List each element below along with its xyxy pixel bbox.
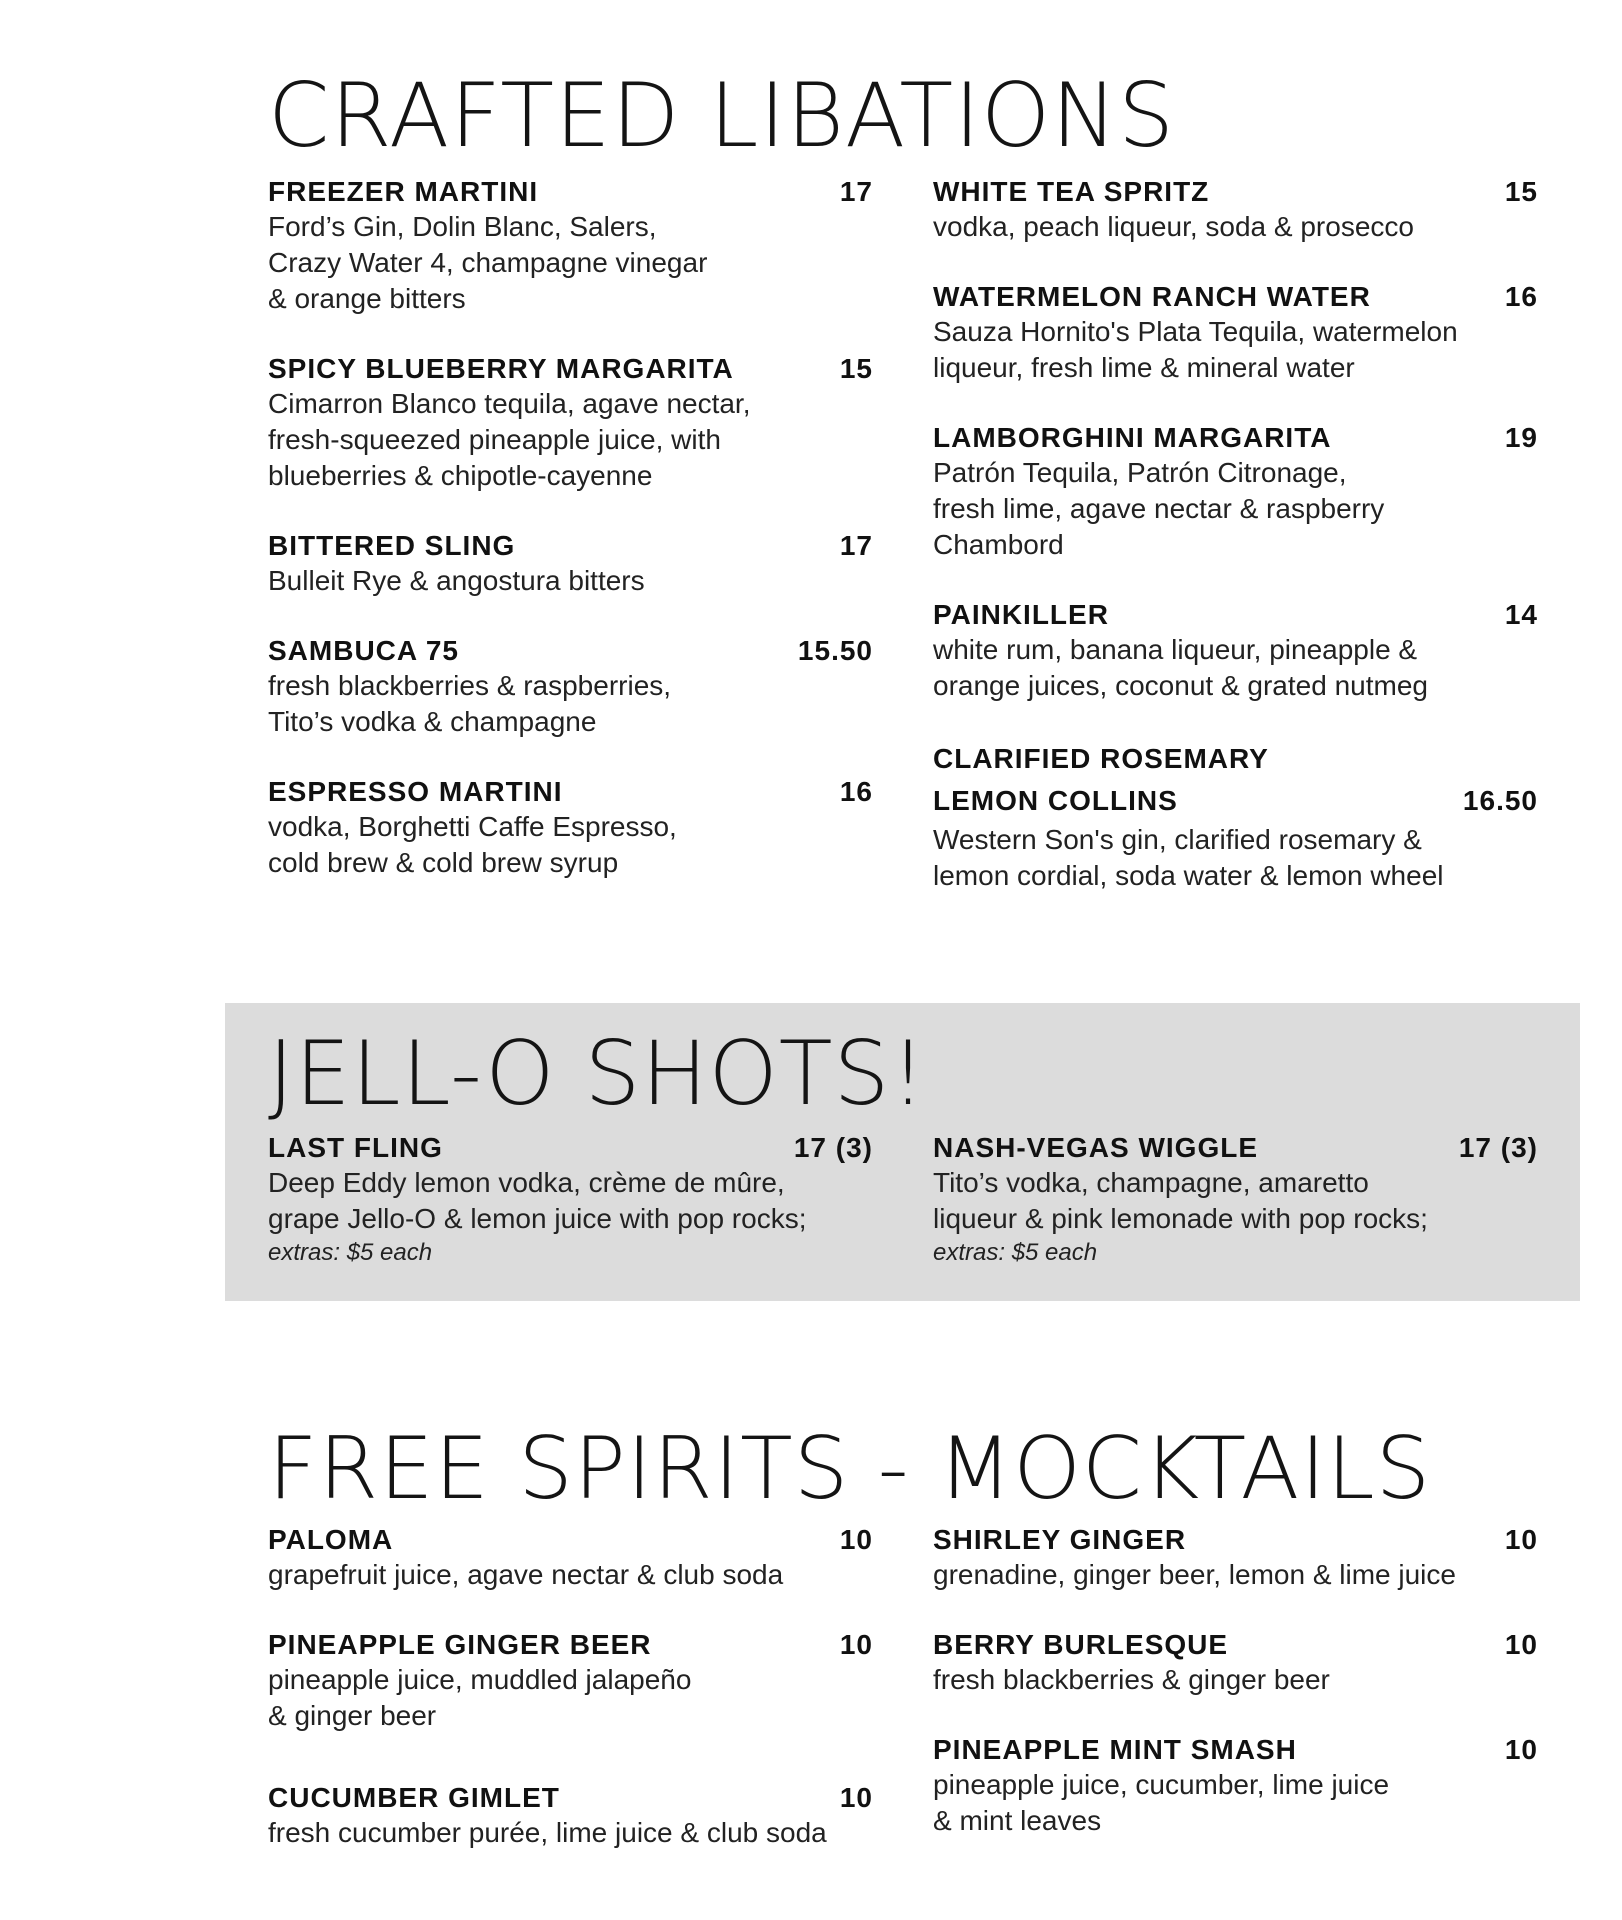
item-price: 15: [1504, 176, 1538, 207]
item-name: BERRY BURLESQUE: [933, 1629, 1229, 1660]
jello-left-column: [268, 1130, 873, 1269]
item-price: 10: [839, 1629, 873, 1660]
item-name: PINEAPPLE GINGER BEER: [268, 1629, 652, 1660]
menu-item: [933, 174, 1538, 245]
item-description: fresh cucumber purée, lime juice & club soda: [268, 1817, 827, 1848]
item-description: vodka, peach liqueur, soda & prosecco: [933, 211, 1414, 242]
menu-item: [933, 279, 1538, 386]
item-price: 15.50: [797, 635, 873, 666]
item-price: 16: [839, 776, 873, 807]
menu-item: [268, 1522, 873, 1593]
item-price: 17: [839, 530, 873, 561]
mocktails-title: FREE SPIRITS - MOCKTAILS: [268, 1419, 1432, 1519]
item-price: 17 (3): [793, 1132, 873, 1163]
menu-item: [933, 1522, 1538, 1593]
item-price: 16: [1504, 281, 1538, 312]
menu-item: [268, 774, 873, 881]
item-description: Bulleit Rye & angostura bitters: [268, 565, 645, 596]
item-price: 15: [839, 353, 873, 384]
mocktails-right-column: [933, 1522, 1538, 1839]
item-description: white rum, banana liqueur, pineapple & orange juices, coconut & grated nutmeg: [933, 634, 1428, 701]
item-description: Tito’s vodka, champagne, amaretto liqueur & pink lemonade with pop rocks;: [933, 1167, 1428, 1234]
jello-shots-title: JELL-O SHOTS!: [268, 1022, 927, 1125]
item-price: 10: [1504, 1629, 1538, 1660]
item-price: 17 (3): [1458, 1132, 1538, 1163]
item-extras-note: extras: $5 each: [933, 1239, 1098, 1266]
menu-item: [268, 1627, 873, 1734]
item-name: WHITE TEA SPRITZ: [933, 176, 1210, 207]
item-description: fresh blackberries & ginger beer: [933, 1664, 1330, 1695]
item-name: NASH-VEGAS WIGGLE: [933, 1132, 1259, 1163]
item-description: Patrón Tequila, Patrón Citronage, fresh lime, agave nectar & raspberry Chambord: [933, 457, 1385, 560]
item-description: grapefruit juice, agave nectar & club soda: [268, 1559, 784, 1590]
menu-item: [933, 1732, 1538, 1839]
item-price: 17: [839, 176, 873, 207]
item-price: 16.50: [1462, 785, 1538, 816]
mocktails-left-column: [268, 1522, 873, 1851]
item-name: ESPRESSO MARTINI: [268, 776, 563, 807]
item-price: 10: [839, 1524, 873, 1555]
item-description: fresh blackberries & raspberries, Tito’s vodka & champagne: [268, 670, 672, 737]
item-name: SPICY BLUEBERRY MARGARITA: [268, 353, 734, 384]
item-description: Western Son's gin, clarified rosemary & lemon cordial, soda water & lemon wheel: [933, 824, 1444, 891]
item-price: 10: [839, 1782, 873, 1813]
menu-item: [268, 528, 873, 599]
item-description: Cimarron Blanco tequila, agave nectar, fresh-squeezed pineapple juice, with blueberries & chipotle-cayenne: [268, 388, 751, 491]
item-price: 10: [1504, 1734, 1538, 1765]
crafted-right-column: [933, 174, 1538, 894]
item-name: SAMBUCA 75: [268, 635, 459, 666]
menu-item: [268, 1130, 873, 1269]
item-name: PAINKILLER: [933, 599, 1109, 630]
item-name: PALOMA: [268, 1524, 394, 1555]
item-extras-note: extras: $5 each: [268, 1239, 433, 1266]
item-description: vodka, Borghetti Caffe Espresso, cold brew & cold brew syrup: [268, 811, 677, 878]
item-description: grenadine, ginger beer, lemon & lime juice: [933, 1559, 1456, 1590]
item-name: BITTERED SLING: [268, 530, 516, 561]
item-name: FREEZER MARTINI: [268, 176, 539, 207]
item-price: 19: [1504, 422, 1538, 453]
item-name: PINEAPPLE MINT SMASH: [933, 1734, 1297, 1765]
item-description: Ford’s Gin, Dolin Blanc, Salers, Crazy Water 4, champagne vinegar & orange bitters: [268, 211, 708, 314]
item-name: SHIRLEY GINGER: [933, 1524, 1187, 1555]
menu-item: [268, 1780, 873, 1851]
item-name: CLARIFIED ROSEMARY LEMON COLLINS: [933, 743, 1269, 816]
jello-right-column: [933, 1130, 1538, 1269]
item-description: pineapple juice, muddled jalapeño & ginger beer: [268, 1664, 692, 1731]
menu-item: [933, 1627, 1538, 1698]
menu-item: [268, 633, 873, 740]
item-name: LAMBORGHINI MARGARITA: [933, 422, 1332, 453]
menu-item: [933, 1130, 1538, 1269]
item-description: Deep Eddy lemon vodka, crème de mûre, grape Jello-O & lemon juice with pop rocks;: [268, 1167, 807, 1234]
item-name: WATERMELON RANCH WATER: [933, 281, 1371, 312]
item-name: CUCUMBER GIMLET: [268, 1782, 560, 1813]
menu-item: [933, 738, 1538, 894]
menu-item: [268, 174, 873, 317]
crafted-libations-title: CRAFTED LIBATIONS: [268, 64, 1176, 167]
item-price: 10: [1504, 1524, 1538, 1555]
item-price: 14: [1504, 599, 1538, 630]
menu-item: [268, 351, 873, 494]
item-description: pineapple juice, cucumber, lime juice & mint leaves: [933, 1769, 1390, 1836]
crafted-left-column: [268, 174, 873, 881]
item-description: Sauza Hornito's Plata Tequila, watermelon liqueur, fresh lime & mineral water: [933, 316, 1458, 383]
item-name: LAST FLING: [268, 1132, 443, 1163]
menu-item: [933, 597, 1538, 704]
menu-item: [933, 420, 1538, 563]
